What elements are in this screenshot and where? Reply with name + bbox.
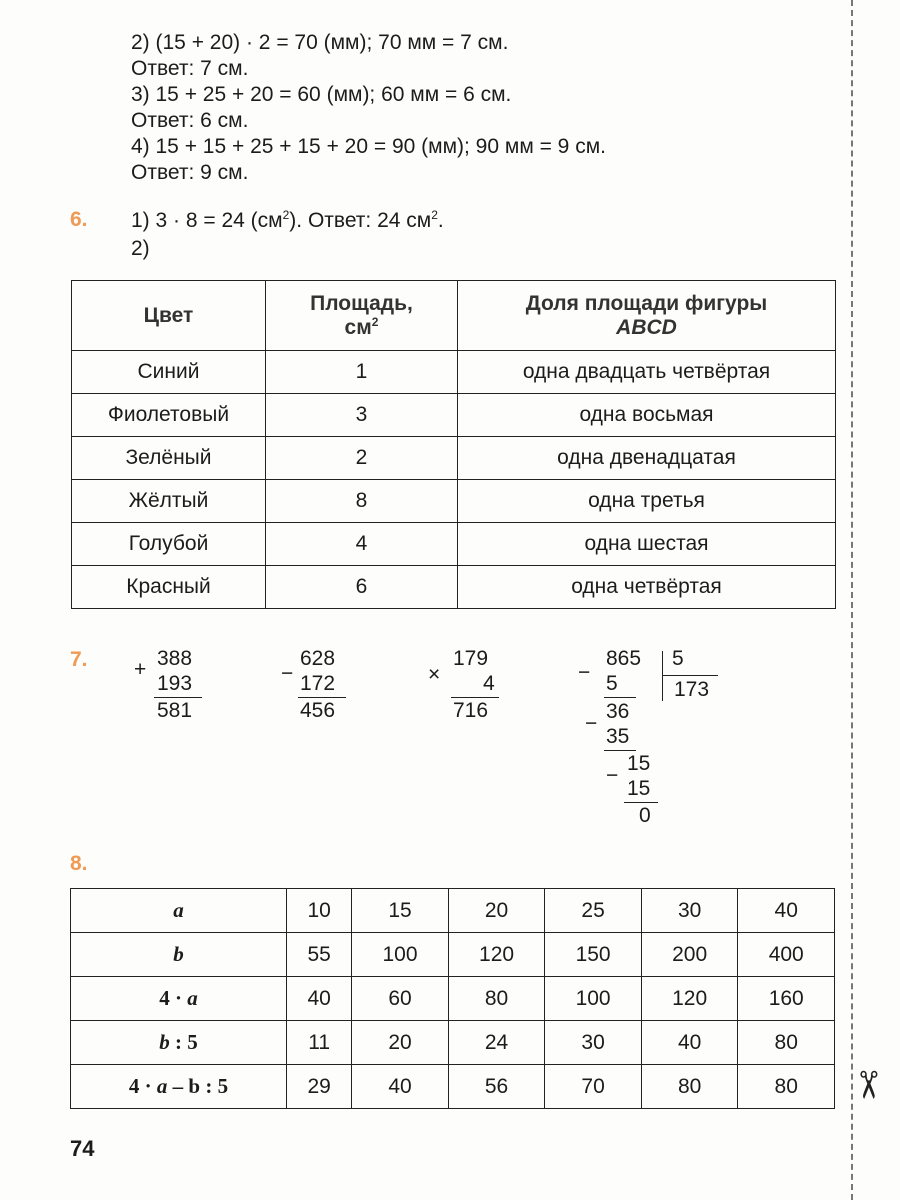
table-row: Синий 1 одна двадцать четвёртая — [72, 351, 836, 394]
task-8-number: 8. — [70, 852, 88, 875]
table-row: b : 5 11 20 24 30 40 80 — [71, 1021, 835, 1065]
table-row: Голубой 4 одна шестая — [72, 523, 836, 566]
table-row: Жёлтый 8 одна третья — [72, 480, 836, 523]
task-6-number: 6. — [70, 208, 88, 231]
page-number: 74 — [70, 1136, 95, 1161]
task-6-line-2: 2) — [131, 237, 150, 260]
solution-line: 4) 15 + 15 + 25 + 15 + 20 = 90 (мм); 90 мм = 9 см. — [131, 135, 606, 158]
table-row: Зелёный 2 одна двенадцатая — [72, 437, 836, 480]
table-row: 4 · a 40 60 80 100 120 160 — [71, 977, 835, 1021]
color-area-table — [71, 280, 836, 609]
expression-values-table — [70, 888, 835, 1109]
table-row: 4 · a – b : 5 29 40 56 70 80 80 — [71, 1065, 835, 1109]
table-row: Фиолетовый 3 одна восьмая — [72, 394, 836, 437]
header-color: Цвет — [72, 281, 266, 351]
cut-line — [851, 0, 853, 1200]
task-7-number: 7. — [70, 648, 88, 671]
table-row: a 10 15 20 25 30 40 — [71, 889, 835, 933]
scissors-icon: ✂ — [845, 1069, 890, 1101]
table-row: Красный 6 одна четвёртая — [72, 566, 836, 609]
table-row: b 55 100 120 150 200 400 — [71, 933, 835, 977]
header-area: Площадь, $см^2$ — [266, 281, 458, 351]
header-share: Доля площади фигуры ABCD — [458, 281, 836, 351]
task-6-line-1: 1) 3 · 8 = 24 $(см^2)$. Ответ: 24 $см^2$. — [131, 208, 444, 232]
solution-line: 2) (15 + 20) · 2 = 70 (мм); 70 мм = 7 см. — [131, 31, 509, 54]
answer-line: Ответ: 7 см. — [131, 57, 249, 80]
answer-line: Ответ: 6 см. — [131, 109, 249, 132]
solution-line: 3) 15 + 25 + 20 = 60 (мм); 60 мм = 6 см. — [131, 83, 512, 106]
answer-line: Ответ: 9 см. — [131, 161, 249, 184]
